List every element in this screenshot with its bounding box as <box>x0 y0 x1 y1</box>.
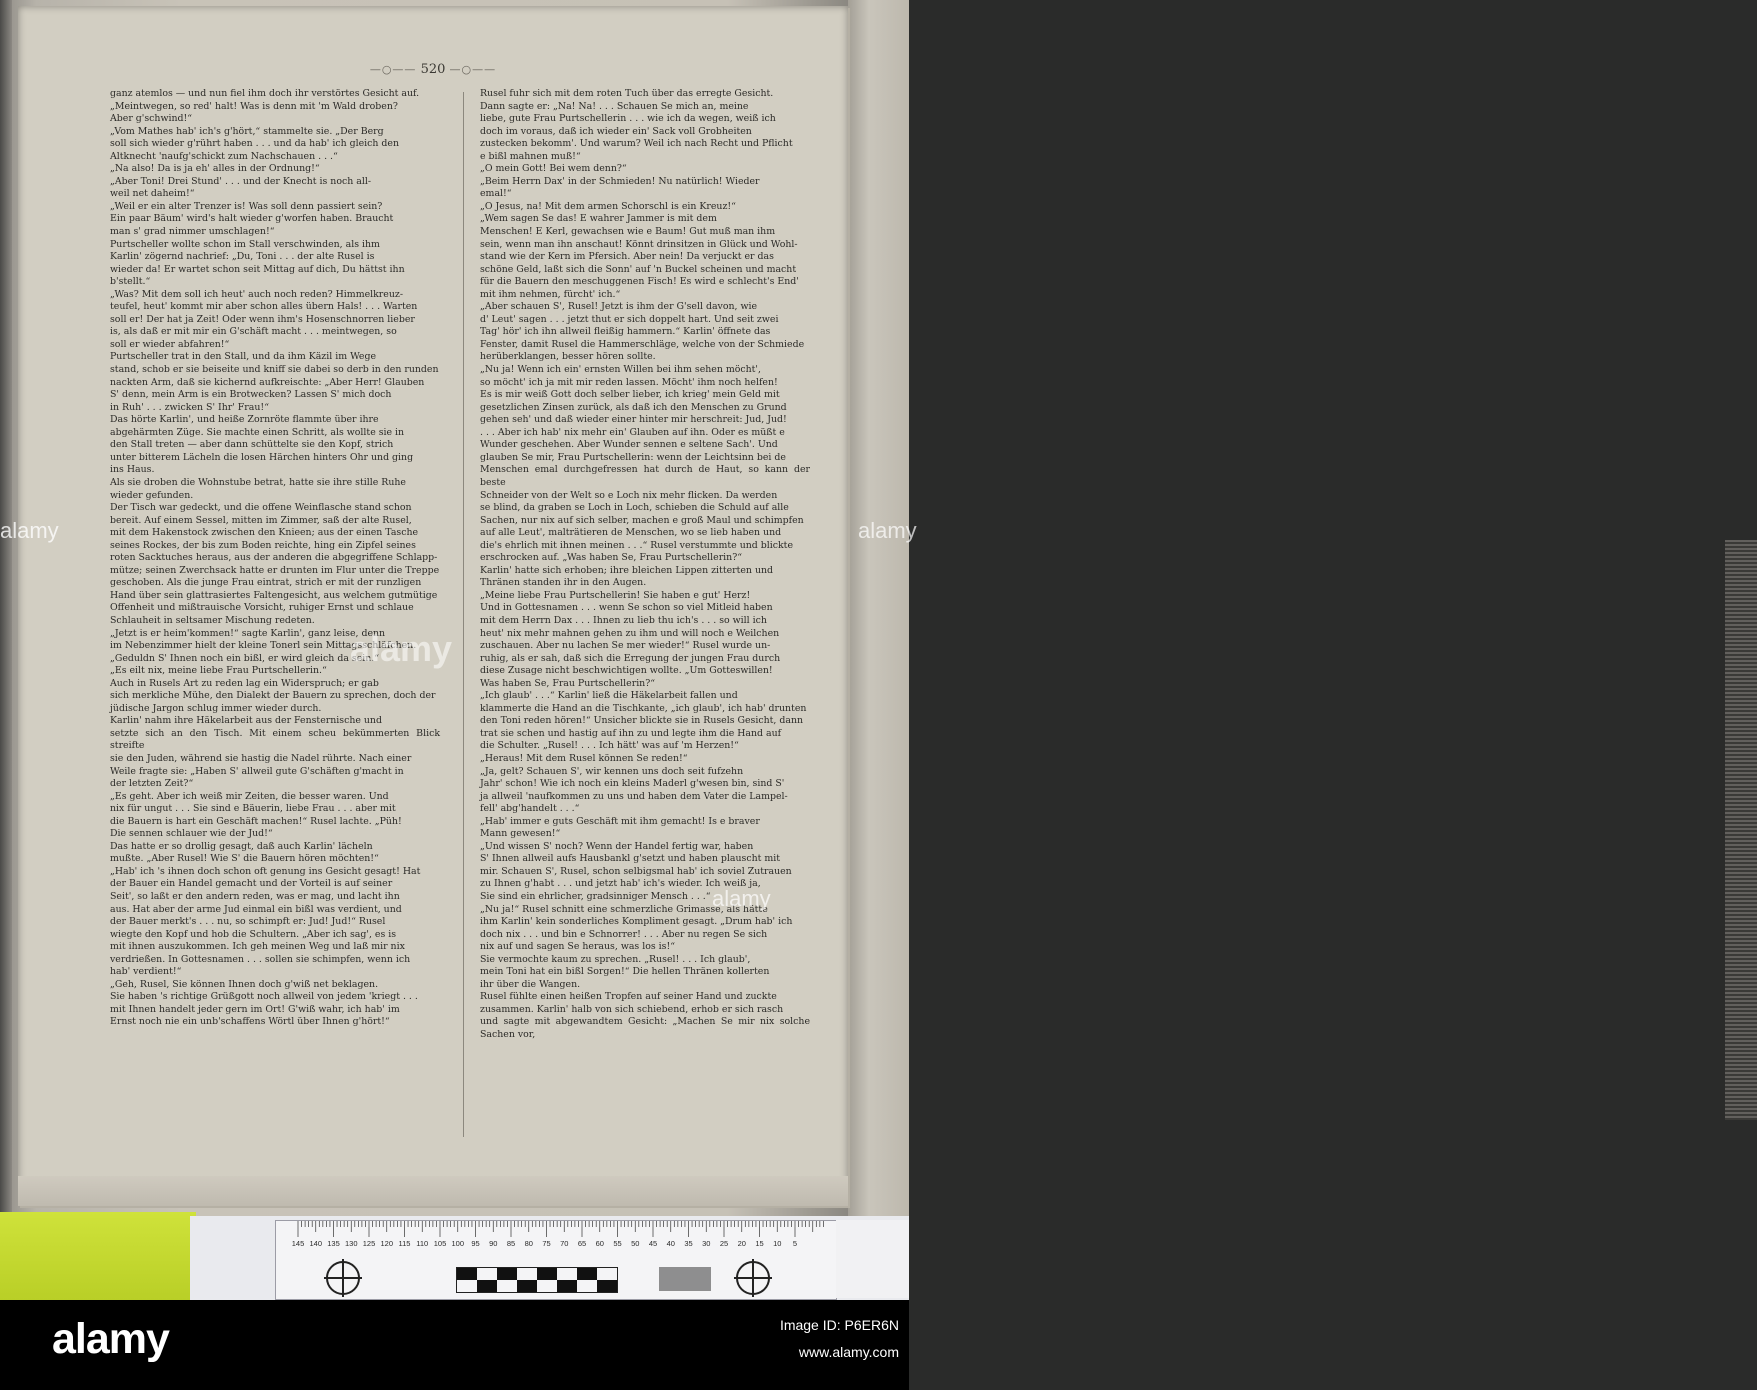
text-line: soll er! Der hat ja Zeit! Oder wenn ihm's Hosenschnorren lieber <box>110 313 415 325</box>
text-line: der Bauer merkt's . . . nu, so schimpft er: Jud! Jud!“ Rusel <box>110 916 386 928</box>
text-line: Sie vermochte kaum zu sprechen. „Rusel! . . . Ich glaub', <box>480 953 751 965</box>
text-line: b'stellt.“ <box>110 276 151 288</box>
ornament-right: —○—— <box>449 63 497 76</box>
text-line: und sagte mit abgewandtem Gesicht: „Machen Se mir nix solche Sachen vor, <box>480 1016 810 1041</box>
text-line: glauben Se mir, Frau Purtschellerin: wenn der Leichtsinn bei de <box>480 451 786 463</box>
scale-number: 55 <box>613 1239 622 1248</box>
text-line: Die sennen schlauer wie der Jud!“ <box>110 828 273 840</box>
stock-footer <box>0 1300 909 1390</box>
text-line: Menschen emal durchgefressen hat durch de Haut, so kann der beste <box>480 464 810 488</box>
text-line: emal!“ <box>480 188 512 200</box>
text-line: Mann gewesen!“ <box>480 828 561 840</box>
text-line: heut' nix mehr mahnen gehen zu ihm und will noch e Weilchen <box>480 627 780 639</box>
text-line: „O mein Gott! Bei wem denn?“ <box>480 163 627 175</box>
text-line: „Geduldn S' Ihnen noch ein bißl, er wird gleich da sein.“ <box>110 652 380 664</box>
scale-number: 30 <box>702 1239 711 1248</box>
text-line: „Na also! Da is ja eh' alles in der Ordnung!“ <box>110 163 320 175</box>
text-line: „Vom Mathes hab' ich's g'hört,“ stammelte sie. „Der Berg <box>110 125 384 137</box>
scale-number: 75 <box>542 1239 551 1248</box>
text-line: nix für ungut . . . Sie sind e Bäuerin, liebe Frau . . . aber mit <box>110 803 396 815</box>
text-line: liebe, gute Frau Purtschellerin . . . wie ich da wegen, weiß ich <box>480 113 776 125</box>
text-line: S' Ihnen allweil aufs Hausbankl g'setzt und haben plauscht mit <box>480 853 781 865</box>
checker-square <box>497 1268 517 1280</box>
text-line: für die Bauern den meschuggenen Fisch! Es wird e schlecht's End' <box>480 276 799 288</box>
text-line: abgehärmten Züge. Sie machte einen Schritt, als wollte sie in <box>110 426 405 438</box>
text-line: der Bauer ein Handel gemacht und der Vorteil is auf seiner <box>110 878 393 890</box>
text-line: hab' verdient!“ <box>110 966 182 978</box>
text-line: „O Jesus, na! Mit dem armen Schorschl is ein Kreuz!“ <box>480 200 736 212</box>
scale-number: 20 <box>737 1239 746 1248</box>
text-line: Karlin' nahm ihre Häkelarbeit aus der Fensternische und <box>110 715 382 727</box>
text-line: ihr über die Wangen. <box>480 978 581 990</box>
watermark-right: alamy <box>858 518 917 543</box>
text-line: S' denn, mein Arm is ein Brotwecken? Lassen S' mich doch <box>110 389 392 401</box>
text-line: „Ich glaub' . . .“ Karlin' ließ die Häkelarbeit fallen und <box>480 690 738 702</box>
text-line: die Schulter. „Rusel! . . . Ich hätt' was auf 'm Herzen!“ <box>480 740 739 752</box>
text-line: nackten Arm, daß sie kichernd aufkreischte: „Aber Herr! Glauben <box>110 376 425 388</box>
text-line: Das hatte er so drollig gesagt, daß auch Karlin' lächeln <box>110 840 373 852</box>
scale-number: 25 <box>719 1239 729 1248</box>
alamy-logo: alamy <box>52 1315 169 1363</box>
text-line: den Stall treten — aber dann schüttelte sie den Kopf, strich <box>110 439 394 451</box>
scale-number: 35 <box>684 1239 693 1248</box>
text-line: Ernst noch nie ein unb'schaffens Wörtl über Ihnen g'hört!“ <box>110 1016 390 1028</box>
crosshair-target-icon <box>326 1261 360 1295</box>
text-line: unter bitterem Lächeln die losen Härchen hinters Ohr und ging <box>110 451 414 463</box>
text-line: mütze; seinen Zwerchsack hatte er drunten im Flur unter die Treppe <box>110 564 440 576</box>
scale-number: 135 <box>327 1239 340 1248</box>
text-line: erschrocken auf. „Was haben Se, Frau Purtschellerin?“ <box>480 552 743 564</box>
text-line: trat sie schen und hastig auf ihn zu und legte ihm die Hand auf <box>480 727 782 739</box>
text-line: „Hab' ich 's ihnen doch schon oft genung ins Gesicht gesagt! Hat <box>110 865 421 877</box>
book-page <box>18 6 848 1206</box>
text-line: Schlauheit in seltsamer Mischung redeten. <box>110 614 315 626</box>
text-line: Thränen standen ihr in den Augen. <box>480 577 647 589</box>
text-line: zustecken bekomm'. Und warum? Weil ich nach Recht und Pflicht <box>480 138 793 150</box>
text-line: „Wem sagen Se das! E wahrer Jammer is mit dem <box>480 213 717 225</box>
text-line: Sie haben 's richtige Grüßgott noch allweil von jedem 'kriegt . . . <box>110 991 418 1003</box>
checker-square <box>577 1268 597 1280</box>
text-line: Seit', so laßt er den andern reden, was er mag, und lacht ihn <box>110 891 400 902</box>
text-line: mit ihnen auszukommen. Ich geh meinen Weg und laß mir nix <box>110 941 405 953</box>
text-line: zusammen. Karlin' halb von sich schiebend, erhob er sich rasch <box>480 1003 784 1015</box>
watermark-bottom: alamy <box>712 886 771 911</box>
text-line: Schneider von der Welt so e Loch nix mehr flicken. Da werden <box>480 489 778 501</box>
page-bottom-edge <box>18 1176 848 1206</box>
text-line: „Geh, Rusel, Sie können Ihnen doch g'wiß net beklagen. <box>110 978 379 990</box>
text-line: . . . Aber ich hab' nix mehr ein' Glauben auf ihn. Oder es müßt e <box>480 426 785 438</box>
text-line: Menschen! E Kerl, gewachsen wie e Baum! Gut muß man ihm <box>480 226 776 238</box>
text-line: wiegte den Kopf und hob die Schultern. „Aber ich sag', es is <box>110 928 397 940</box>
page-number: 520 <box>420 62 446 77</box>
text-line: jüdische Jargon schlug immer wieder durch. <box>110 702 322 714</box>
scale-number: 130 <box>344 1239 358 1248</box>
scale-number: 65 <box>577 1239 587 1248</box>
text-line: mit dem Herrn Dax . . . Ihnen zu lieb thu ich's . . . so will ich <box>480 614 767 626</box>
text-line: Der Tisch war gedeckt, und die offene Weinflasche stand schon <box>110 502 412 514</box>
site-url: www.alamy.com <box>798 1344 899 1360</box>
checker-square <box>477 1280 497 1292</box>
text-line: zuschauen. Aber nu lachen Se mer wieder!“ Rusel wurde un- <box>480 640 771 652</box>
scale-number: 100 <box>451 1239 465 1248</box>
text-line: diese Zusage nicht beschwichtigen wollte. „Um Gotteswillen! <box>480 665 773 677</box>
text-line: Aber g'schwind!“ <box>110 113 193 125</box>
text-line: ins Haus. <box>110 464 155 476</box>
text-line: Jahr' schon! Wie ich noch ein kleins Maderl g'wesen bin, sind S' <box>480 778 785 790</box>
checker-square <box>517 1280 537 1292</box>
checker-square <box>457 1268 477 1280</box>
text-line: „Meine liebe Frau Purtschellerin! Sie haben e gut' Herz! <box>480 589 751 601</box>
scale-number: 80 <box>524 1239 533 1248</box>
text-line: „Nu ja!“ Rusel schnitt eine schmerzliche Grimasse, als hätte <box>480 903 768 915</box>
text-line: schöne Geld, laßt sich die Sonn' auf 'n Buckel scheinen und macht <box>480 263 797 275</box>
ornament-left: —○—— <box>369 63 417 76</box>
scale-number: 40 <box>666 1239 675 1248</box>
text-line: „Nu ja! Wenn ich ein' ernsten Willen bei ihm sehen möcht', <box>480 364 761 376</box>
text-line: Rusel fühlte einen heißen Tropfen auf seiner Hand und zuckte <box>480 991 777 1003</box>
text-line: „Heraus! Mit dem Rusel können Se reden!“ <box>480 752 688 764</box>
text-line: Purtscheller wollte schon im Stall verschwinden, als ihm <box>110 238 380 250</box>
scale-number: 145 <box>291 1239 305 1248</box>
text-line: auf alle Leut', malträtieren de Menschen, wo se lieb haben und <box>480 527 782 539</box>
text-line: Karlin' hatte sich erhoben; ihre bleichen Lippen zitterten und <box>480 564 774 576</box>
text-line: aus. Hat aber der arme Jud einmal ein bißl was verdient, und <box>110 903 402 915</box>
text-line: roten Sacktuches heraus, aus der anderen die abgegriffene Schlapp- <box>110 552 438 564</box>
text-line: Was haben Se, Frau Purtschellerin?“ <box>480 677 656 689</box>
text-line: „Es eilt nix, meine liebe Frau Purtschellerin.“ <box>110 665 327 677</box>
text-line: Karlin' zögernd nachrief: „Du, Toni . . . der alte Rusel is <box>110 251 375 263</box>
text-line: mit ihm nehmen, fürcht' ich.“ <box>480 288 621 300</box>
text-line: seines Rockes, der bis zum Boden reichte, hing ein Zipfel seines <box>110 539 416 551</box>
scale-number: 125 <box>362 1239 376 1248</box>
text-line: „Jetzt is er heim'kommen!“ sagte Karlin', ganz leise, denn <box>110 627 386 639</box>
checker-square <box>557 1280 577 1292</box>
text-line: Hand über sein glattrasiertes Faltengesicht, aus welchem gutmütige <box>110 589 438 601</box>
gray-reference-box <box>659 1267 711 1291</box>
text-line: Dann sagte er: „Na! Na! . . . Schauen Se mich an, meine <box>480 100 749 112</box>
text-line: in Ruh' . . . zwicken S' Ihr' Frau!“ <box>110 401 269 413</box>
text-line: sie den Juden, während sie hastig die Nadel rührte. Nach einer <box>110 752 412 764</box>
text-line: „Aber Toni! Drei Stund' . . . und der Knecht is noch all- <box>110 175 372 187</box>
text-line: Tag' hör' ich ihn allweil fleißig hammern.“ Karlin' öffnete das <box>480 326 771 338</box>
text-line: Altknecht 'naufg'schickt zum Nachschauen . . .“ <box>110 150 338 162</box>
text-line: herüberklangen, besser hören sollte. <box>480 351 656 363</box>
watermark-center: alamy <box>350 628 453 669</box>
page-header <box>18 62 848 77</box>
text-line: Sachen, nur nix auf sich selber, machen e groß Maul und schimpfen <box>480 514 804 526</box>
scale-number: 60 <box>595 1239 604 1248</box>
text-line: im Nebenzimmer hielt der kleine Tonerl sein Mittagsschläfchen. <box>110 640 417 652</box>
engraving-illustration <box>1725 540 1757 1120</box>
text-line: „Beim Herrn Dax' in der Schmieden! Nu natürlich! Wieder <box>480 175 760 187</box>
text-line: die's ehrlich mit ihnen meinen . . .“ Rusel verstummte und blickte <box>480 539 793 551</box>
image-info <box>780 1312 899 1366</box>
text-line: mein Toni hat ein bißl Sorgen!“ Die hellen Thränen kollerten <box>480 966 770 978</box>
text-line: ihm Karlin' kein sonderliches Kompliment gesagt. „Drum hab' ich <box>480 916 793 928</box>
text-line: Wunder geschehen. Aber Wunder sennen e seltene Sach'. Und <box>480 439 778 451</box>
checker-pattern <box>456 1267 618 1293</box>
text-line: „Und wissen S' noch? Wenn der Handel fertig war, haben <box>480 840 754 852</box>
text-line: verdrießen. In Gottesnamen . . . sollen sie schimpfen, wenn ich <box>110 953 411 965</box>
text-line: „Weil er ein alter Trenzer is! Was soll denn passiert sein? <box>110 200 383 212</box>
scale-number: 110 <box>416 1239 429 1248</box>
text-line: gesetzlichen Zinsen zurück, als daß ich den Menschen zu Grund <box>480 401 787 413</box>
scale-number: 50 <box>631 1239 640 1248</box>
text-line: soll er wieder abfahren!“ <box>110 338 230 350</box>
text-line: „Was? Mit dem soll ich heut' auch noch reden? Himmelkreuz- <box>110 288 403 300</box>
text-line: e bißl mahnen muß!“ <box>480 150 581 162</box>
text-line: ja allweil 'naufkommen zu uns und haben dem Vater die Lampel- <box>480 790 788 802</box>
scale-number: 115 <box>398 1239 411 1248</box>
scale-number: 95 <box>471 1239 480 1248</box>
image-id: Image ID: P6ER6N <box>779 1317 899 1333</box>
text-line: ruhig, als er sah, daß sich die Erregung der jungen Frau durch <box>480 652 781 664</box>
scale-number: 105 <box>433 1239 447 1248</box>
text-line: „Ja, gelt? Schauen S', wir kennen uns doch seit fufzehn <box>480 765 744 777</box>
text-line: den Toni reden hören!“ Unsicher blickte sie in Rusels Gesicht, dann <box>480 715 804 727</box>
text-line: wieder da! Er wartet schon seit Mittag auf dich, Du hättst ihn <box>110 263 405 275</box>
text-line: so möcht' ich ja mit mir reden lassen. Möcht' ihm noch helfen! <box>480 376 778 388</box>
adjacent-page <box>848 0 909 1300</box>
text-line: Weile fragte sie: „Haben S' allweil gute G'schäften g'macht in <box>110 765 404 777</box>
text-line: „Meintwegen, so red' halt! Was is denn mit 'm Wald droben? <box>110 100 398 112</box>
text-line: Und in Gottesnamen . . . wenn Se schon so viel Mitleid haben <box>480 602 773 614</box>
text-line: Fenster, damit Rusel die Hammerschläge, welche von der Schmiede <box>480 338 805 350</box>
watermark-left: alamy <box>0 518 59 543</box>
text-line: man s' grad nimmer umschlagen!“ <box>110 226 275 238</box>
text-line: setzte sich an den Tisch. Mit einem scheu bekümmerten Blick streifte <box>110 727 440 752</box>
text-line: mußte. „Aber Rusel! Wie S' die Bauern hören möchten!“ <box>110 853 379 865</box>
text-line: Auch in Rusels Art zu reden lag ein Widerspruch; er gab <box>110 677 379 689</box>
text-line: Purtscheller trat in den Stall, und da ihm Käzil im Wege <box>110 351 377 363</box>
scale-number: 90 <box>489 1239 498 1248</box>
scale-right-section <box>836 1220 909 1298</box>
text-line: „Es geht. Aber ich weiß mir Zeiten, die besser waren. Und <box>110 790 389 802</box>
text-line: Sie sind ein ehrlicher, gradsinniger Mensch . . .“ <box>480 891 711 902</box>
scale-number: 15 <box>755 1239 764 1248</box>
measurement-scale <box>275 1220 837 1300</box>
text-line: stand wie der Kern im Pfersich. Aber nein! Da verjuckt er das <box>480 251 774 263</box>
text-line: doch nix . . . und bin e Schnorrer! . . . Aber nu regen Se sich <box>480 928 768 940</box>
text-line: se blind, da graben se Loch in Loch, schieben die Schuld auf alle <box>480 502 789 514</box>
scale-number: 70 <box>560 1239 569 1248</box>
text-line: „Aber schauen S', Rusel! Jetzt is ihm der G'sell davon, wie <box>480 301 758 313</box>
scanned-photo <box>0 0 917 1300</box>
scale-number: 120 <box>380 1239 394 1248</box>
scale-number: 5 <box>792 1239 798 1248</box>
text-line: is, als daß er mit mir ein G'schäft macht . . . meintwegen, so <box>110 326 397 338</box>
column-divider <box>463 92 464 1137</box>
text-column-left <box>110 88 440 1029</box>
scale-number: 140 <box>309 1239 323 1248</box>
text-line: bereit. Auf einem Sessel, mitten im Zimmer, saß der alte Rusel, <box>110 514 412 526</box>
text-line: Das hörte Karlin', und heiße Zornröte flammte über ihre <box>110 414 379 426</box>
text-line: zu Ihnen g'habt . . . und jetzt hab' ich's wieder. Ich weiß ja, <box>480 878 761 890</box>
text-line: Ein paar Bäum' wird's halt wieder g'worfen haben. Braucht <box>110 213 394 225</box>
text-line: nix auf und sagen Se heraus, was los is!“ <box>480 941 676 953</box>
text-line: klammerte die Hand an die Tischkante, „ich glaub', ich hab' drunten <box>480 702 807 714</box>
text-line: sich merkliche Mühe, den Dialekt der Bauern zu sprechen, doch der <box>110 690 436 702</box>
scale-number: 10 <box>773 1239 782 1248</box>
text-line: die Bauern is hart ein Geschäft machen!“ Rusel lachte. „Püh! <box>110 815 402 827</box>
text-line: „Hab' immer e guts Geschäft mit ihm gemacht! Is e braver <box>480 815 760 827</box>
text-line: Es is mir weiß Gott doch selber lieber, ich krieg' mein Geld mit <box>480 389 780 401</box>
text-line: weil net daheim!“ <box>110 188 195 200</box>
text-line: mit dem Hakenstock zwischen den Knieen; aus der einen Tasche <box>110 527 419 539</box>
text-line: geschoben. Als die junge Frau eintrat, strich er mit der runzligen <box>110 577 422 589</box>
text-line: teufel, heut' kommt mir aber schon alles übern Hals! . . . Warten <box>110 301 418 313</box>
text-line: d' Leut' sagen . . . jetzt thut er sich doppelt hart. Und seit zwei <box>480 313 779 325</box>
text-line: der letzten Zeit?“ <box>110 778 194 790</box>
checker-square <box>597 1280 617 1292</box>
text-line: mit Ihnen handelt jeder gern im Ort! G'wiß wahr, ich hab' im <box>110 1003 400 1015</box>
checker-square <box>537 1268 557 1280</box>
text-line: wieder gefunden. <box>110 489 194 501</box>
text-line: Offenheit und mißtrauische Vorsicht, ruhiger Ernst und schlaue <box>110 602 414 614</box>
text-line: Rusel fuhr sich mit dem roten Tuch über das erregte Gesicht. <box>480 88 774 99</box>
crosshair-target-icon <box>736 1261 770 1295</box>
text-line: soll sich wieder g'rührt haben . . . und da hab' ich gleich den <box>110 138 400 150</box>
text-line: fell' abg'handelt . . .“ <box>480 803 580 815</box>
text-line: gehen seh' und daß wieder einer hinter mir herschreit: Jud, Jud! <box>480 414 787 426</box>
text-line: ganz atemlos — und nun fiel ihm doch ihr verstörtes Gesicht auf. <box>110 88 420 99</box>
scale-numbers <box>276 1239 836 1251</box>
scale-number: 45 <box>648 1239 658 1248</box>
text-line: stand, schob er sie beiseite und kniff sie dabei so derb in den runden <box>110 364 439 376</box>
text-line: sein, wenn man ihn anschaut! Könnt drinsitzen in Glück und Wohl- <box>480 238 798 250</box>
text-line: doch im voraus, daß ich wieder ein' Sack voll Grobheiten <box>480 125 752 137</box>
yellow-tape <box>0 1212 196 1300</box>
scale-number: 85 <box>506 1239 516 1248</box>
book-edge-shadow <box>0 0 12 1300</box>
text-line: mir. Schauen S', Rusel, schon selbigsmal hab' ich soviel Zutrauen <box>480 865 792 877</box>
text-line: Als sie droben die Wohnstube betrat, hatte sie ihre stille Ruhe <box>110 476 406 488</box>
